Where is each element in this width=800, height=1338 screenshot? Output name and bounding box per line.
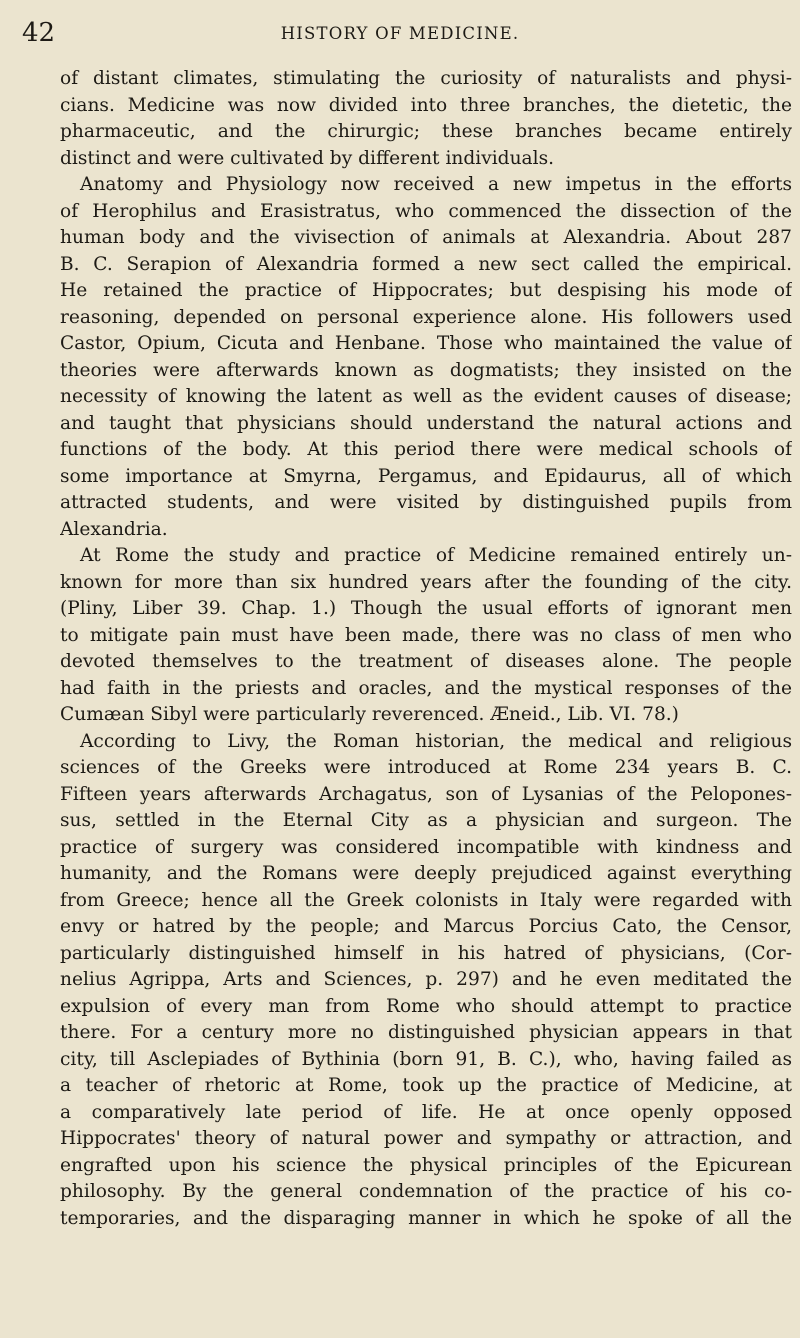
text-line: to mitigate pain must have been made, there was no class of men who: [60, 624, 792, 646]
text-line: nelius Agrippa, Arts and Sciences, p. 297) and he even meditated the: [60, 969, 792, 990]
text-line: necessity of knowing the latent as well as the evident causes of disease;: [60, 386, 792, 407]
text-line: particularly distinguished himself in his hatred of physicians, (Cor-: [60, 942, 792, 964]
text-line: Anatomy and Physiology now received a new impetus in the efforts: [80, 174, 792, 195]
text-line: had faith in the priests and oracles, and the mystical responses of the: [60, 677, 792, 699]
body-text: [60, 66, 792, 1232]
text-line: a comparatively late period of life. He at once openly opposed: [60, 1101, 792, 1123]
text-line: sciences of the Greeks were introduced at Rome 234 years B. C.: [60, 757, 792, 778]
text-line: Alexandria.: [60, 518, 168, 540]
text-line: of distant climates, stimulating the curiosity of naturalists and physi-: [60, 68, 792, 89]
running-title: HISTORY OF MEDICINE.: [280, 24, 520, 43]
text-line: and taught that physicians should understand the natural actions and: [60, 412, 792, 434]
text-line: temporaries, and the disparaging manner in which he spoke of all the: [60, 1207, 792, 1229]
text-line: Hippocrates' theory of natural power and sympathy or attraction, and: [60, 1128, 792, 1149]
text-line: cians. Medicine was now divided into three branches, the dietetic, the: [60, 94, 792, 116]
text-line: engrafted upon his science the physical principles of the Epicurean: [60, 1154, 792, 1176]
text-line: from Greece; hence all the Greek colonists in Italy were regarded with: [60, 889, 792, 911]
text-line: envy or hatred by the people; and Marcus Porcius Cato, the Censor,: [60, 916, 792, 937]
text-line: devoted themselves to the treatment of diseases alone. The people: [60, 651, 792, 672]
text-line: sus, settled in the Eternal City as a physician and surgeon. The: [60, 810, 792, 831]
text-line: philosophy. By the general condemnation of the practice of his co-: [60, 1181, 792, 1202]
text-line: city, till Asclepiades of Bythinia (born 91, B. C.), who, having failed as: [60, 1048, 792, 1070]
text-line: there. For a century more no distinguished physician appears in that: [60, 1022, 792, 1043]
text-line: pharmaceutic, and the chirurgic; these branches became entirely: [60, 121, 792, 142]
text-line: Castor, Opium, Cicuta and Henbane. Those who maintained the value of: [60, 333, 792, 354]
text-line: of Herophilus and Erasistratus, who commenced the dissection of the: [60, 200, 792, 222]
text-line: (Pliny, Liber 39. Chap. 1.) Though the usual efforts of ignorant men: [60, 598, 792, 619]
text-line: Cumæan Sibyl were particularly reverenced. Æneid., Lib. VI. 78.): [60, 704, 679, 725]
text-line: He retained the practice of Hippocrates; but despising his mode of: [60, 280, 792, 301]
page-number: 42: [22, 18, 56, 48]
text-line: human body and the vivisection of animals at Alexandria. About 287: [60, 227, 792, 248]
text-line: functions of the body. At this period there were medical schools of: [60, 439, 792, 460]
text-line: attracted students, and were visited by distinguished pupils from: [60, 492, 792, 513]
text-line: Fifteen years afterwards Archagatus, son of Lysanias of the Pelopones-: [60, 783, 792, 805]
text-line: practice of surgery was considered incompatible with kindness and: [60, 836, 792, 858]
text-line: known for more than six hundred years after the founding of the city.: [60, 571, 792, 593]
text-line: expulsion of every man from Rome who should attempt to practice: [60, 995, 792, 1017]
text-line: theories were afterwards known as dogmatists; they insisted on the: [60, 359, 792, 381]
text-line: According to Livy, the Roman historian, the medical and religious: [80, 730, 792, 752]
text-line: At Rome the study and practice of Medicine remained entirely un-: [80, 545, 792, 566]
text-line: a teacher of rhetoric at Rome, took up the practice of Medicine, at: [60, 1075, 792, 1096]
text-line: B. C. Serapion of Alexandria formed a new sect called the empirical.: [60, 253, 792, 275]
text-line: distinct and were cultivated by different individuals.: [60, 147, 555, 169]
text-line: humanity, and the Romans were deeply prejudiced against everything: [60, 863, 792, 884]
text-line: some importance at Smyrna, Pergamus, and Epidaurus, all of which: [60, 465, 792, 487]
text-line: reasoning, depended on personal experience alone. His followers used: [60, 306, 792, 328]
